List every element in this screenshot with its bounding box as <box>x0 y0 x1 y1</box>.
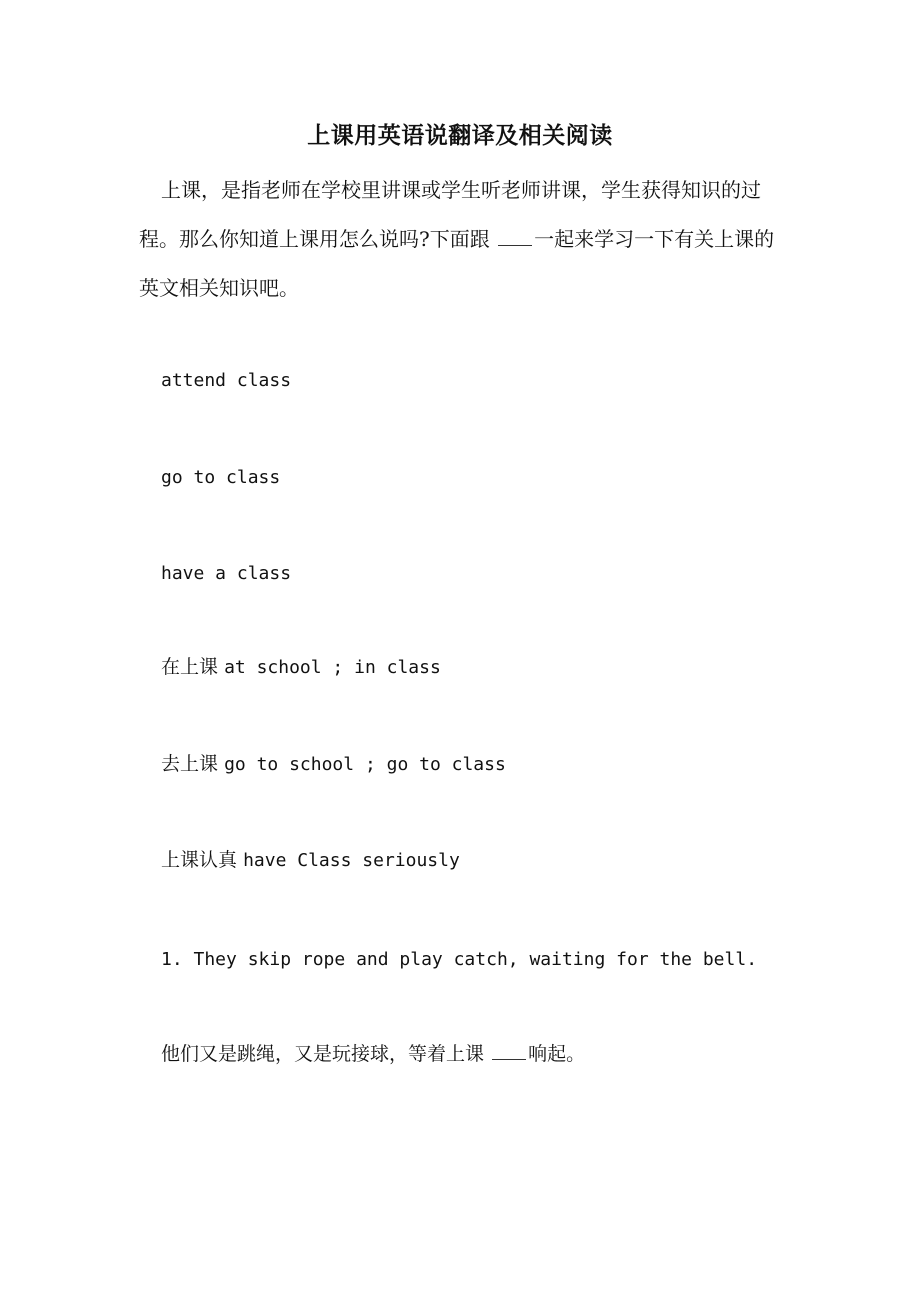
entry-english: at school ; in class <box>224 657 441 678</box>
entry-english: have Class seriously <box>243 850 460 871</box>
intro-text-start: 上课，是指老师在学校里讲课或学生听老师讲课，学生获得知识的过程。那么你知道上课用怎么说吗?下面跟 <box>139 178 761 251</box>
example-english: 1. They skip rope and play catch, waiting for the bell. <box>161 949 758 970</box>
blank-underline <box>498 231 532 246</box>
intro-paragraph <box>139 166 781 313</box>
phrase-line: have a class <box>161 563 292 584</box>
page-title: 上课用英语说翻译及相关阅读 <box>307 122 613 149</box>
entry-chinese: 去上课 <box>161 753 219 775</box>
entry-english: go to school ; go to class <box>224 754 506 775</box>
intro-text-end: 一起来学习一下有关上课的英文相关知识吧。 <box>139 227 775 300</box>
entry-line <box>161 845 460 876</box>
example-chinese-end: 响起。 <box>528 1043 586 1065</box>
blank-underline <box>492 1045 526 1060</box>
entry-chinese: 在上课 <box>161 656 219 678</box>
phrase-line: go to class <box>161 467 281 488</box>
example-chinese-start: 他们又是跳绳，又是玩接球，等着上课 <box>161 1043 485 1065</box>
entry-line <box>161 749 506 780</box>
phrase-line: attend class <box>161 370 292 391</box>
entry-line <box>161 652 441 683</box>
example-chinese <box>161 1039 585 1069</box>
entry-chinese: 上课认真 <box>161 849 238 871</box>
